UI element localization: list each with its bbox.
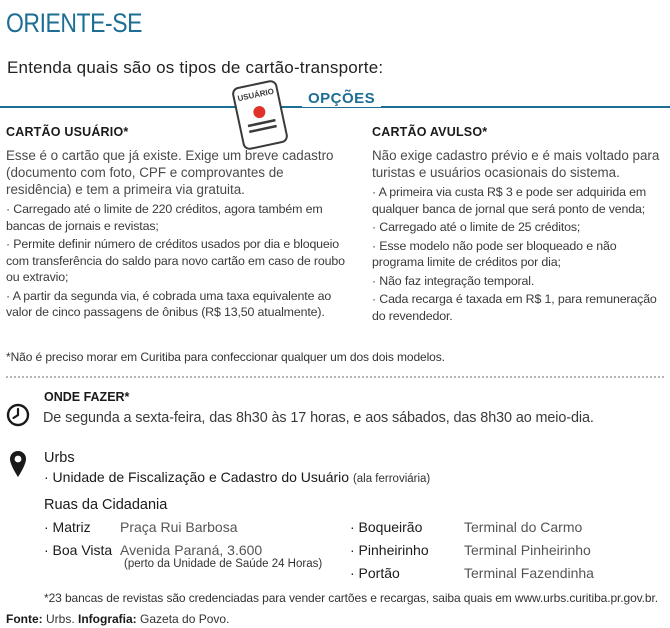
list-item: · Carregado até o limite de 25 créditos;	[372, 220, 581, 234]
rua-pinheirinho	[350, 542, 591, 558]
list-item: · Esse modelo não pode ser bloqueado e não programa limite de créditos por dia;	[372, 238, 617, 269]
page-subtitle: Entenda quais são os tipos de cartão-transporte:	[7, 58, 384, 77]
rua-boqueirao	[350, 519, 583, 535]
rua-address: Praça Rui Barbosa	[120, 519, 238, 535]
list-item: · Não faz integração temporal.	[372, 273, 535, 288]
cartao-usuario-intro: Esse é o cartão que já existe. Exige um breve cadastro (documento com foto, CPF e comprovantes de residência) e tem a primeira via gratuita.	[6, 148, 334, 197]
rua-address	[120, 542, 322, 570]
rua-name: · Pinheirinho	[350, 542, 429, 558]
rua-name: · Matriz	[44, 519, 91, 535]
footnote-models: *Não é preciso morar em Curitiba para confeccionar qualquer um dos dois modelos.	[6, 350, 445, 364]
infografia-label: Infografia:	[78, 612, 137, 626]
map-pin-icon	[9, 450, 27, 478]
rua-name: · Portão	[350, 565, 400, 581]
dotted-divider	[6, 376, 664, 378]
urbs-unit-note: (ala ferroviária)	[352, 473, 431, 485]
rua-address: Terminal do Carmo	[464, 519, 583, 535]
fonte-label: Fonte:	[6, 612, 43, 626]
urbs-title: Urbs	[44, 450, 75, 466]
rua-address-note: (perto da Unidade de Saúde 24 Horas)	[124, 558, 323, 570]
clock-icon	[6, 403, 30, 427]
rua-matriz	[44, 519, 238, 535]
cartao-usuario-title: CARTÃO USUÁRIO*	[6, 125, 129, 139]
list-item: · Permite definir número de créditos usados por dia e bloqueio com transferência do saldo para novo cartão em caso de roubo ou extravio;	[6, 237, 345, 284]
list-item: · A partir da segunda via, é cobrada uma taxa equivalente ao valor de cinco passagens de ônibus (R$ 13,50 atualmente).	[6, 288, 332, 319]
list-item: · Cada recarga é taxada em R$ 1, para remuneração do revendedor.	[372, 292, 657, 323]
rua-address-text: Avenida Paraná, 3.600	[120, 542, 263, 558]
section-label-opcoes: OPÇÕES	[302, 90, 381, 107]
infografia-value: Gazeta do Povo.	[140, 612, 230, 626]
list-item: · A primeira via custa R$ 3 e pode ser adquirida em qualquer banca de jornal que será ponto de venda;	[372, 185, 647, 216]
onde-fazer-title: ONDE FAZER*	[44, 390, 130, 404]
credits	[6, 612, 229, 626]
ruas-title: Ruas da Cidadania	[44, 497, 168, 513]
cartao-avulso-title: CARTÃO AVULSO*	[372, 125, 488, 139]
cartao-usuario-list	[6, 201, 351, 321]
page-title: ORIENTE-SE	[6, 8, 143, 38]
rua-name: · Boa Vista	[44, 542, 113, 558]
cartao-avulso-section	[372, 124, 666, 326]
urbs-unit	[44, 469, 430, 485]
rua-address: Terminal Fazendinha	[464, 565, 594, 581]
footnote-bancas: *23 bancas de revistas são credenciadas para vender cartões e recargas, saiba quais em www.urbs.curitiba.pr.gov.br.	[44, 591, 658, 605]
rua-portao	[350, 565, 594, 581]
urbs-unit-name: · Unidade de Fiscalização e Cadastro do Usuário	[44, 469, 350, 485]
list-item: · Carregado até o limite de 220 créditos, agora também em bancas de jornais e revistas;	[6, 202, 323, 233]
rua-boa-vista	[44, 542, 323, 570]
cartao-avulso-intro: Não exige cadastro prévio e é mais voltado para turistas e usuários ocasionais do sistema.	[372, 148, 660, 180]
rua-address: Terminal Pinheirinho	[464, 542, 591, 558]
card-icon-label: USUÁRIO	[236, 86, 275, 104]
rua-name: · Boqueirão	[350, 519, 423, 535]
opening-hours: De segunda a sexta-feira, das 8h30 às 17 horas, e aos sábados, das 8h30 ao meio-dia.	[43, 410, 594, 426]
fonte-value: Urbs.	[46, 612, 75, 626]
cartao-avulso-list	[372, 184, 666, 324]
cartao-usuario-section	[6, 124, 351, 323]
